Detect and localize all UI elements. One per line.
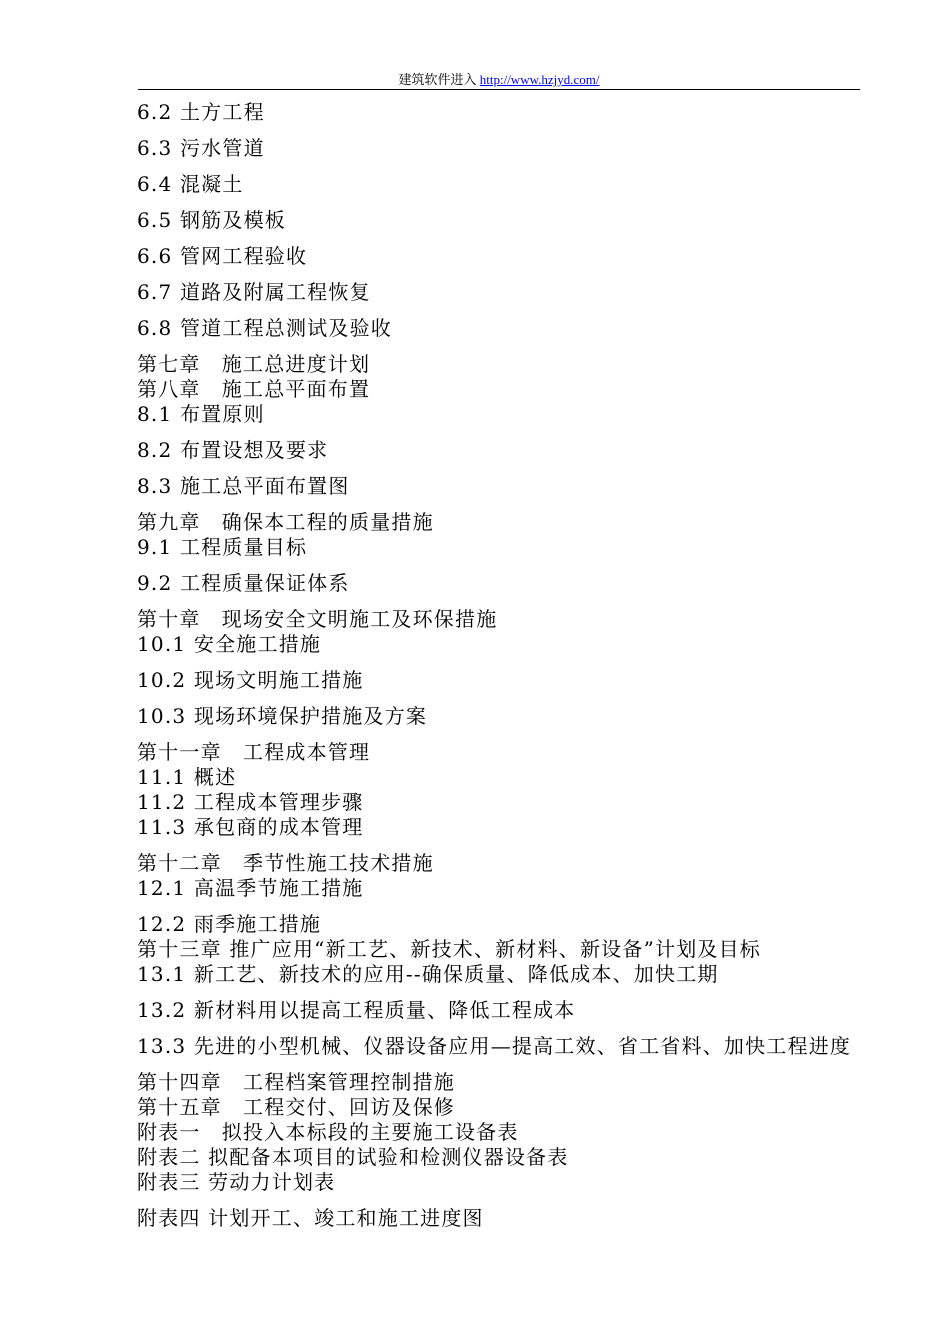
toc-item: 13.1 新工艺、新技术的应用--确保质量、降低成本、加快工期: [137, 962, 719, 986]
toc-item: 6.8 管道工程总测试及验收: [137, 316, 392, 340]
chapter-heading: 第八章 施工总平面布置: [137, 377, 371, 401]
appendix-item: 附表四 计划开工、竣工和施工进度图: [137, 1206, 484, 1230]
header-link[interactable]: http://www.hzjyd.com/: [479, 72, 600, 87]
chapter-heading: 第十四章 工程档案管理控制措施: [137, 1070, 455, 1094]
toc-item: 6.7 道路及附属工程恢复: [137, 280, 371, 304]
toc-item: 10.3 现场环境保护措施及方案: [137, 704, 428, 728]
toc-item: 6.5 钢筋及模板: [137, 208, 286, 232]
appendix-item: 附表三 劳动力计划表: [137, 1170, 336, 1194]
toc-item: 9.2 工程质量保证体系: [137, 571, 350, 595]
header-rule: [138, 89, 860, 90]
toc-item: 6.3 污水管道: [137, 136, 265, 160]
chapter-heading: 第十二章 季节性施工技术措施: [137, 851, 434, 875]
toc-item: 12.1 高温季节施工措施: [137, 876, 364, 900]
toc-item: 8.2 布置设想及要求: [137, 438, 329, 462]
toc-item: 12.2 雨季施工措施: [137, 912, 322, 936]
chapter-heading: 第九章 确保本工程的质量措施: [137, 510, 434, 534]
chapter-heading: 第十五章 工程交付、回访及保修: [137, 1095, 455, 1119]
chapter-heading: 第七章 施工总进度计划: [137, 352, 371, 376]
header-prefix: 建筑软件进入: [398, 72, 477, 87]
chapter-heading: 第十章 现场安全文明施工及环保措施: [137, 607, 498, 631]
toc-item: 6.6 管网工程验收: [137, 244, 308, 268]
toc-item: 8.1 布置原则: [137, 402, 265, 426]
toc-item: 13.2 新材料用以提高工程质量、降低工程成本: [137, 998, 576, 1022]
toc-item: 11.1 概述: [137, 765, 237, 789]
toc-item: 10.2 现场文明施工措施: [137, 668, 364, 692]
chapter-heading: 第十一章 工程成本管理: [137, 740, 371, 764]
chapter-heading: 第十三章 推广应用“新工艺、新技术、新材料、新设备”计划及目标: [137, 937, 762, 961]
appendix-item: 附表二 拟配备本项目的试验和检测仪器设备表: [137, 1145, 569, 1169]
toc-item: 9.1 工程质量目标: [137, 535, 308, 559]
toc-item: 13.3 先进的小型机械、仪器设备应用—提高工效、省工省料、加快工程进度: [137, 1034, 852, 1058]
toc-item: 6.4 混凝土: [137, 172, 244, 196]
toc-item: 6.2 土方工程: [137, 100, 265, 124]
toc-item: 11.2 工程成本管理步骤: [137, 790, 364, 814]
toc-item: 8.3 施工总平面布置图: [137, 474, 350, 498]
appendix-item: 附表一 拟投入本标段的主要施工设备表: [137, 1120, 519, 1144]
toc-item: 10.1 安全施工措施: [137, 632, 322, 656]
toc-item: 11.3 承包商的成本管理: [137, 815, 364, 839]
page-header: [138, 72, 860, 88]
